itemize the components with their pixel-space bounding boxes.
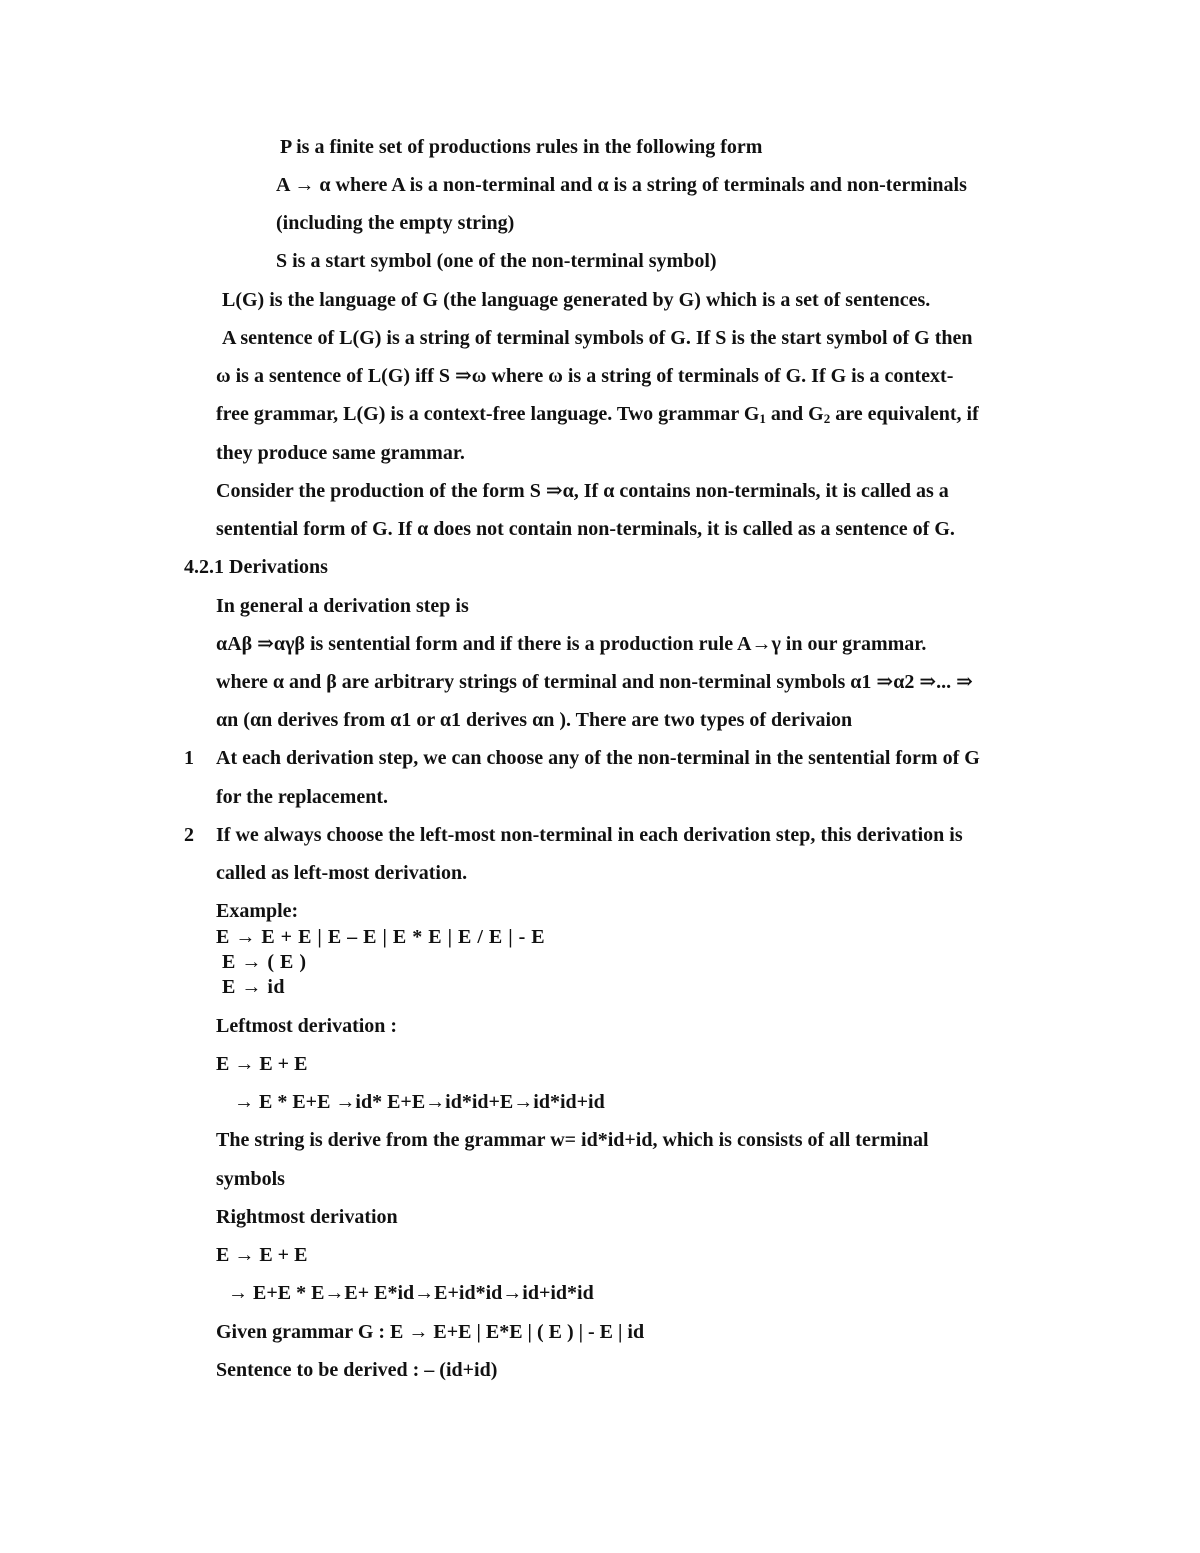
alpha-rule-line-1: A → α where A is a non-terminal and α is a string of terminals and non-terminals: [276, 174, 967, 196]
leftmost-step-2: → E * E+E →id* E+E→id*id+E→id*id+id: [234, 1091, 605, 1113]
given-grammar-line: Given grammar G : E → E+E | E*E | ( E ) | - E | id: [216, 1321, 645, 1343]
derivation-step-line-3: αn (αn derives from α1 or α1 derives αn ). There are two types of derivaion: [216, 709, 853, 731]
derivation-step-line-1: αAβ ⇒αγβ is sentential form and if there is a production rule A→γ in our grammar.: [216, 633, 927, 655]
list-item-1-line-2: for the replacement.: [216, 786, 388, 808]
subscript-1: 1: [759, 411, 766, 426]
alpha-rule-line-2: (including the empty string): [276, 212, 515, 234]
sentence-line-2: ω is a sentence of L(G) iff S ⇒ω where ω is a string of terminals of G. If G is a context-: [216, 365, 954, 387]
example-label: Example:: [216, 900, 299, 922]
consider-line-1: Consider the production of the form S ⇒α, If α contains non-terminals, it is called as a: [216, 480, 949, 502]
sentence-3-pre: free grammar, L(G) is a context-free language. Two grammar G: [216, 403, 760, 425]
derivation-intro: In general a derivation step is: [216, 595, 469, 617]
subscript-2: 2: [823, 411, 831, 426]
string-line-2: symbols: [216, 1168, 285, 1190]
start-symbol-line: S is a start symbol (one of the non-terminal symbol): [276, 250, 717, 272]
sentence-line-3: [216, 402, 979, 426]
string-line-1: The string is derive from the grammar w= id*id+id, which is consists of all terminal: [216, 1129, 929, 1151]
sentence-line-1: A sentence of L(G) is a string of terminal symbols of G. If S is the start symbol of G then: [222, 327, 973, 349]
grammar-rule-3: E → id: [222, 976, 286, 998]
grammar-rule-2: E → ( E ): [222, 951, 307, 973]
leftmost-step-1: E → E + E: [216, 1053, 308, 1075]
grammar-rule-1: E → E + E | E – E | E * E | E / E | - E: [216, 926, 546, 948]
sentence-to-derive-line: Sentence to be derived : – (id+id): [216, 1359, 498, 1381]
rightmost-step-2: → E+E * E→E+ E*id→E+id*id→id+id*id: [228, 1282, 594, 1304]
derivation-step-line-2: where α and β are arbitrary strings of terminal and non-terminal symbols α1 ⇒α2 ⇒... ⇒: [216, 671, 973, 693]
list-item-2-line-1: If we always choose the left-most non-terminal in each derivation step, this derivation is: [216, 824, 963, 846]
rightmost-label: Rightmost derivation: [216, 1206, 398, 1228]
section-heading: 4.2.1 Derivations: [184, 556, 328, 578]
consider-line-2: sentential form of G. If α does not contain non-terminals, it is called as a sentence of G.: [216, 518, 955, 540]
rightmost-step-1: E → E + E: [216, 1244, 308, 1266]
list-number-2: 2: [184, 824, 194, 846]
sentence-3-mid: and G: [765, 403, 824, 425]
sentence-3-post: are equivalent, if: [830, 403, 979, 425]
list-item-2-line-2: called as left-most derivation.: [216, 862, 468, 884]
language-line: L(G) is the language of G (the language generated by G) which is a set of sentences.: [222, 289, 931, 311]
p-rule-line: P is a finite set of productions rules in the following form: [280, 136, 763, 158]
list-number-1: 1: [184, 747, 194, 769]
list-item-1-line-1: At each derivation step, we can choose any of the non-terminal in the sentential form of G: [216, 747, 980, 769]
leftmost-label: Leftmost derivation :: [216, 1015, 398, 1037]
sentence-line-4: they produce same grammar.: [216, 442, 465, 464]
